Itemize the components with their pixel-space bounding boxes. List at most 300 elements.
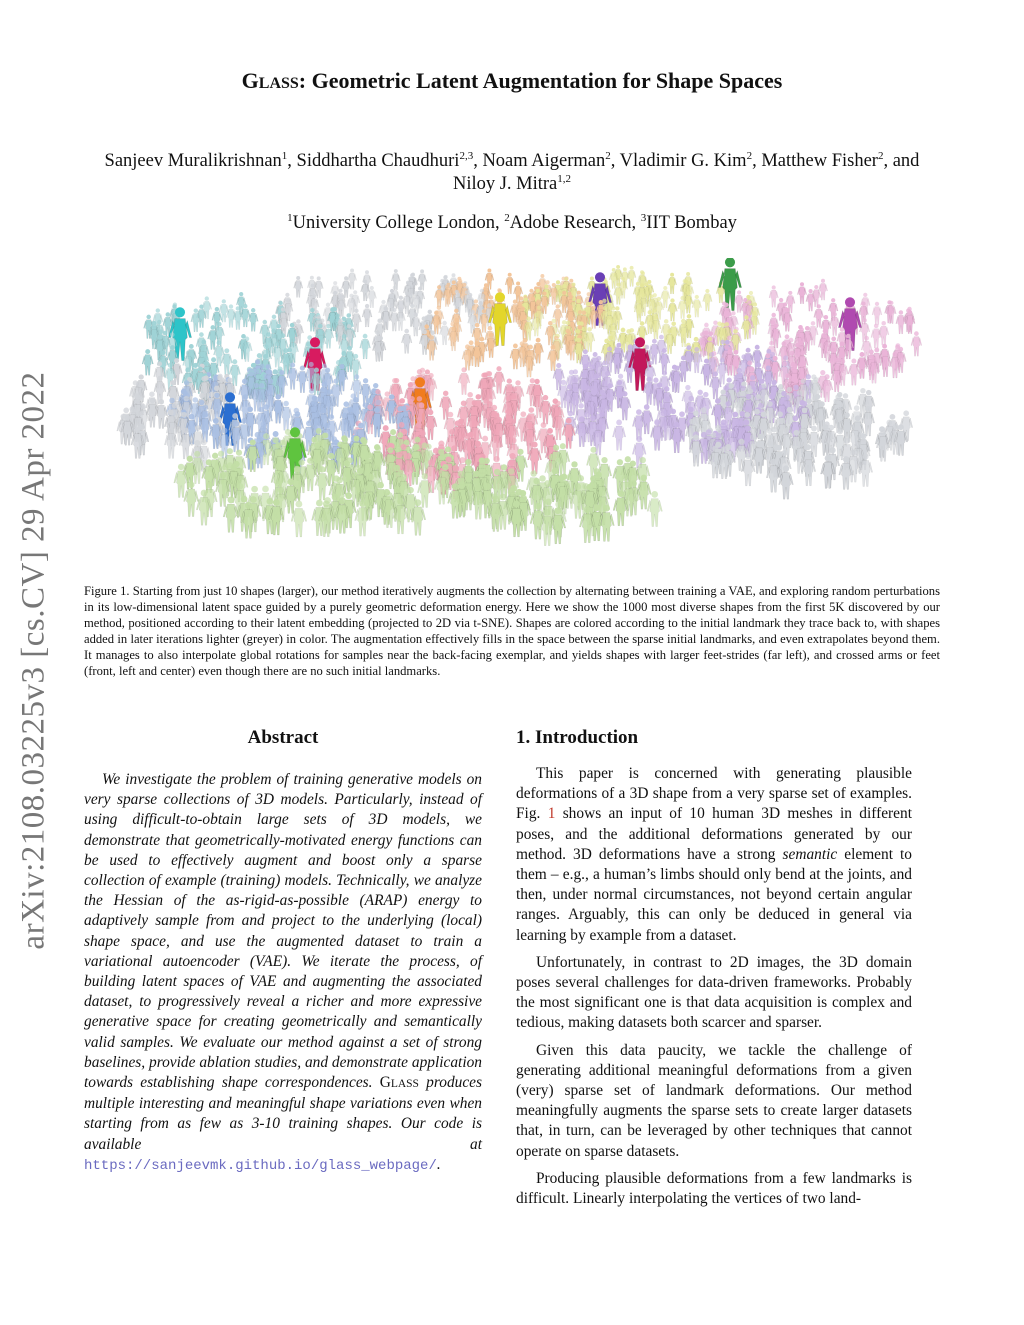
- shape-head: [636, 436, 642, 442]
- shape-head: [625, 456, 631, 462]
- shape-head: [697, 390, 702, 395]
- shape-body: [691, 353, 702, 373]
- shape-head: [407, 487, 414, 494]
- introduction-heading: [516, 727, 912, 749]
- author-name: Sanjeev Muralikrishnan: [104, 151, 282, 171]
- shape-head: [713, 371, 718, 376]
- shape-body: [821, 380, 833, 402]
- shape-head: [860, 352, 865, 357]
- shape-head: [875, 302, 879, 306]
- shape-head: [569, 317, 574, 322]
- shape-head: [468, 295, 472, 299]
- augmented-shape: [219, 299, 229, 322]
- shape-head: [344, 276, 348, 280]
- shape-head: [860, 438, 866, 444]
- shape-head: [521, 307, 525, 311]
- shape-head: [593, 352, 598, 357]
- shape-body: [647, 499, 662, 527]
- shape-head: [771, 313, 775, 317]
- shape-head: [811, 426, 817, 432]
- shape-body: [797, 287, 806, 304]
- shape-head: [461, 400, 467, 406]
- shape-head: [602, 361, 607, 366]
- shape-body: [294, 281, 303, 298]
- shape-head: [725, 258, 735, 267]
- shape-head: [390, 289, 394, 293]
- shape-head: [227, 448, 233, 454]
- shape-head: [397, 406, 403, 412]
- shape-body: [233, 311, 243, 329]
- shape-head: [284, 348, 289, 353]
- shape-body: [471, 492, 486, 520]
- shape-head: [617, 490, 624, 497]
- shape-head: [800, 282, 804, 286]
- shape-head: [688, 407, 694, 413]
- shape-head: [209, 392, 214, 397]
- shape-head: [168, 427, 174, 433]
- shape-head: [451, 445, 457, 451]
- shape-head: [333, 378, 338, 383]
- shape-head: [708, 331, 713, 336]
- shape-head: [520, 411, 526, 417]
- author-affil-sup: 1: [281, 149, 288, 162]
- shape-head: [394, 486, 401, 493]
- shape-head: [733, 350, 738, 355]
- author-affil-sup: 2,3: [459, 149, 474, 162]
- shape-head: [513, 501, 520, 508]
- shape-body: [424, 416, 437, 440]
- shape-head: [229, 304, 233, 308]
- shape-head: [599, 300, 603, 304]
- shape-head: [475, 484, 482, 491]
- shape-head: [337, 441, 343, 447]
- shape-head: [338, 320, 343, 325]
- shape-head: [581, 373, 586, 378]
- shape-head: [781, 450, 787, 456]
- shape-head: [665, 396, 671, 402]
- shape-head: [156, 308, 160, 312]
- shape-head: [139, 374, 144, 379]
- shape-head: [548, 321, 553, 326]
- intro-paragraph: [516, 764, 912, 946]
- shape-head: [850, 449, 856, 455]
- shape-head: [358, 423, 364, 429]
- shape-head: [328, 414, 334, 420]
- shape-head: [750, 434, 756, 440]
- shape-body: [493, 372, 505, 393]
- shape-head: [185, 367, 190, 372]
- shape-head: [237, 468, 243, 474]
- shape-head: [157, 335, 162, 340]
- shape-head: [174, 358, 179, 363]
- shape-head: [662, 371, 667, 376]
- shape-head: [318, 324, 323, 329]
- shape-head: [671, 321, 676, 326]
- augmented-shape: [911, 331, 922, 356]
- shape-head: [823, 424, 829, 430]
- shape-head: [450, 322, 455, 327]
- shape-head: [312, 406, 318, 412]
- shape-head: [720, 340, 725, 345]
- shape-head: [465, 344, 470, 349]
- augmented-shape: [647, 491, 662, 527]
- shape-body: [360, 339, 371, 359]
- shape-body: [703, 294, 713, 311]
- shape-head: [345, 492, 352, 499]
- shape-head: [604, 339, 609, 344]
- shape-head: [712, 446, 718, 452]
- shape-head: [752, 311, 756, 315]
- shape-head: [519, 296, 523, 300]
- shape-head: [782, 361, 787, 366]
- shape-head: [641, 271, 645, 275]
- shape-head: [311, 437, 317, 443]
- shape-head: [335, 313, 339, 317]
- shape-head: [831, 336, 836, 341]
- arxiv-id-text: arXiv:2108.03225v3 [cs.CV] 29 Apr 2022: [15, 370, 52, 950]
- augmented-shape: [872, 302, 882, 325]
- shape-head: [465, 465, 471, 471]
- shape-head: [281, 307, 285, 311]
- affil-sup: 3: [640, 211, 647, 224]
- shape-head: [465, 459, 471, 465]
- shape-head: [420, 269, 424, 273]
- intro-emphasis: semantic: [782, 845, 838, 863]
- shape-body: [801, 460, 815, 486]
- shape-head: [275, 394, 281, 400]
- shape-head: [273, 431, 279, 437]
- shape-head: [576, 329, 581, 334]
- shape-head: [384, 307, 388, 311]
- augmented-shape: [818, 279, 827, 300]
- shape-head: [201, 376, 206, 381]
- shape-head: [339, 295, 343, 299]
- shape-head: [189, 344, 194, 349]
- shape-head: [561, 380, 566, 385]
- shape-head: [562, 291, 566, 295]
- shape-head: [271, 328, 276, 333]
- shape-head: [566, 418, 572, 424]
- title-glass-rest: LASS: [258, 75, 299, 92]
- shape-head: [496, 417, 502, 423]
- shape-body: [741, 460, 755, 486]
- shape-head: [275, 480, 282, 487]
- shape-head: [295, 411, 301, 417]
- shape-head: [908, 310, 912, 314]
- shape-head: [273, 369, 278, 374]
- shape-body: [709, 377, 721, 399]
- shape-head: [472, 421, 478, 427]
- shape-head: [263, 433, 269, 439]
- shape-head: [178, 464, 184, 470]
- shape-head: [389, 294, 393, 298]
- shape-head: [776, 445, 782, 451]
- shape-head: [543, 395, 549, 401]
- shape-head: [286, 298, 290, 302]
- shape-head: [863, 293, 867, 297]
- shape-head: [231, 464, 237, 470]
- shape-head: [834, 365, 839, 370]
- shape-body: [248, 313, 258, 331]
- shape-head: [739, 411, 745, 417]
- shape-head: [844, 412, 850, 418]
- intro-text: This paper is concerned with generating plausible deformations of a 3D shape from a very sparse set of examples. Fig.: [516, 765, 912, 823]
- shape-head: [476, 394, 482, 400]
- shape-head: [409, 284, 413, 288]
- author-affil-sup: 2: [605, 149, 611, 162]
- shape-head: [680, 296, 684, 300]
- shape-head: [641, 294, 645, 298]
- shape-head: [222, 464, 228, 470]
- shape-head: [640, 457, 646, 463]
- affil-sup: 1: [287, 211, 293, 224]
- shape-head: [555, 401, 561, 407]
- shape-head: [480, 470, 486, 476]
- shape-head: [730, 431, 736, 437]
- shape-body: [434, 290, 443, 307]
- shape-head: [323, 500, 330, 507]
- shape-head: [375, 330, 380, 335]
- shape-head: [571, 461, 577, 467]
- shape-head: [524, 297, 528, 301]
- shape-head: [899, 310, 903, 314]
- shape-head: [526, 415, 532, 421]
- shape-head: [651, 491, 658, 498]
- shape-head: [694, 337, 699, 342]
- shape-head: [652, 309, 656, 313]
- shape-head: [792, 367, 797, 372]
- shape-head: [414, 312, 418, 316]
- shape-head: [769, 341, 774, 346]
- shape-head: [727, 312, 731, 316]
- shape-body: [896, 315, 906, 334]
- shape-head: [489, 333, 494, 338]
- shape-head: [265, 364, 270, 369]
- shape-head: [257, 436, 263, 442]
- shape-head: [420, 430, 426, 436]
- shape-head: [481, 373, 486, 378]
- author-name: , Noam Aigerman: [473, 151, 606, 171]
- shape-head: [393, 286, 397, 290]
- shape-head: [341, 351, 346, 356]
- shape-head: [767, 428, 773, 434]
- shape-head: [590, 476, 597, 483]
- shape-head: [372, 463, 378, 469]
- shape-head: [898, 347, 903, 352]
- shape-head: [264, 344, 269, 349]
- shape-head: [319, 330, 324, 335]
- intro-text: shows an input of 10 human 3D meshes in different poses, and the additional deformations generated by our method. 3D deformations have a strong: [516, 805, 912, 863]
- shape-head: [237, 483, 244, 490]
- shape-head: [914, 331, 919, 336]
- shape-head: [812, 396, 818, 402]
- shape-head: [663, 286, 667, 290]
- shape-head: [583, 364, 588, 369]
- shape-head: [537, 306, 541, 310]
- introduction-heading-text: 1. Introduction: [516, 727, 639, 748]
- shape-head: [573, 377, 578, 382]
- shape-body: [401, 334, 412, 353]
- shape-head: [725, 340, 730, 345]
- shape-head: [590, 415, 596, 421]
- shape-head: [674, 422, 680, 428]
- shape-body: [355, 508, 371, 536]
- shape-head: [554, 336, 559, 341]
- shape-head: [556, 280, 560, 284]
- shape-head: [513, 344, 518, 349]
- shape-head: [204, 361, 209, 366]
- shape-head: [601, 393, 606, 398]
- shape-head: [236, 450, 242, 456]
- shape-head: [326, 303, 330, 307]
- shape-head: [823, 329, 828, 334]
- shape-head: [172, 304, 176, 308]
- author-name: , Siddhartha Chaudhuri: [287, 151, 460, 171]
- shape-head: [534, 379, 539, 384]
- shape-head: [415, 377, 425, 387]
- shape-body: [668, 303, 678, 321]
- shape-head: [462, 283, 466, 287]
- shape-head: [762, 383, 767, 388]
- shape-head: [644, 282, 648, 286]
- shape-head: [886, 420, 892, 426]
- shape-head: [740, 386, 745, 391]
- shape-head: [461, 367, 466, 372]
- shape-head: [472, 400, 478, 406]
- shape-head: [635, 337, 645, 347]
- shape-head: [242, 379, 247, 384]
- figure-1-shape-space: [80, 258, 940, 568]
- shape-head: [408, 382, 413, 387]
- shape-head: [413, 444, 419, 450]
- shape-body: [528, 448, 542, 473]
- shape-head: [844, 438, 850, 444]
- shape-head: [843, 456, 849, 462]
- shape-head: [630, 460, 636, 466]
- shape-head: [796, 332, 801, 337]
- shape-head: [562, 320, 567, 325]
- shape-head: [217, 340, 222, 345]
- shape-head: [654, 420, 660, 426]
- shape-head: [459, 482, 466, 489]
- shape-head: [846, 334, 851, 339]
- shape-head: [799, 374, 804, 379]
- shape-head: [405, 453, 411, 459]
- shape-head: [843, 393, 848, 398]
- shape-head: [649, 294, 653, 298]
- shape-head: [433, 448, 439, 454]
- shape-head: [422, 473, 428, 479]
- shape-head: [480, 289, 484, 293]
- shape-head: [617, 380, 622, 385]
- shape-head: [511, 437, 517, 443]
- shape-head: [259, 374, 264, 379]
- shape-head: [549, 454, 555, 460]
- shape-head: [582, 326, 587, 331]
- shape-head: [445, 285, 449, 289]
- shape-head: [311, 284, 315, 288]
- shape-body: [164, 434, 178, 459]
- shape-head: [774, 324, 779, 329]
- shape-head: [785, 308, 789, 312]
- shape-body: [389, 313, 399, 331]
- shape-head: [405, 291, 409, 295]
- shape-head: [802, 401, 808, 407]
- shape-head: [267, 389, 272, 394]
- shape-head: [784, 395, 790, 401]
- shape-head: [640, 321, 645, 326]
- shape-head: [769, 394, 775, 400]
- shape-head: [789, 351, 794, 356]
- shape-head: [181, 412, 187, 418]
- abstract-body: [84, 770, 482, 1176]
- shape-head: [584, 506, 591, 513]
- shape-head: [743, 298, 747, 302]
- shape-head: [817, 304, 821, 308]
- shape-head: [864, 336, 869, 341]
- shape-head: [342, 437, 348, 443]
- shape-head: [516, 282, 520, 286]
- shape-head: [324, 423, 330, 429]
- shape-head: [146, 315, 151, 320]
- shape-head: [771, 380, 776, 385]
- augmented-shape: [184, 482, 199, 517]
- shape-head: [715, 398, 721, 404]
- shape-head: [309, 388, 314, 393]
- shape-head: [855, 415, 861, 421]
- shape-head: [592, 376, 597, 381]
- shape-head: [747, 361, 752, 366]
- shape-head: [320, 318, 325, 323]
- shape-head: [353, 397, 359, 403]
- shape-head: [201, 340, 206, 345]
- shape-head: [592, 390, 597, 395]
- shape-head: [881, 321, 886, 326]
- shape-head: [866, 390, 871, 395]
- shape-head: [291, 337, 296, 342]
- shape-head: [648, 310, 652, 314]
- shape-head: [903, 410, 909, 416]
- shape-head: [294, 467, 300, 473]
- shape-head: [517, 449, 523, 455]
- shape-head: [836, 403, 842, 409]
- shape-head: [583, 349, 588, 354]
- shape-head: [765, 353, 770, 358]
- shape-body: [179, 434, 193, 459]
- figure-ref-link[interactable]: 1: [547, 805, 556, 823]
- shape-head: [487, 401, 493, 407]
- shape-head: [566, 321, 571, 326]
- shape-head: [206, 459, 212, 465]
- shape-head: [739, 420, 745, 426]
- shape-head: [731, 311, 735, 315]
- shape-head: [667, 329, 672, 334]
- shape-head: [825, 455, 831, 461]
- shape-head: [793, 415, 799, 421]
- shape-head: [452, 280, 456, 284]
- shape-head: [813, 377, 818, 382]
- shape-head: [805, 326, 810, 331]
- shape-head: [160, 350, 165, 355]
- shape-head: [578, 403, 584, 409]
- affiliations: [0, 213, 1024, 234]
- code-url-link[interactable]: https://sanjeevmk.github.io/glass_webpage/: [84, 1157, 437, 1174]
- shape-head: [475, 341, 480, 346]
- shape-body: [612, 426, 625, 450]
- shape-head: [607, 383, 612, 388]
- shape-head: [528, 345, 533, 350]
- shape-head: [567, 330, 572, 335]
